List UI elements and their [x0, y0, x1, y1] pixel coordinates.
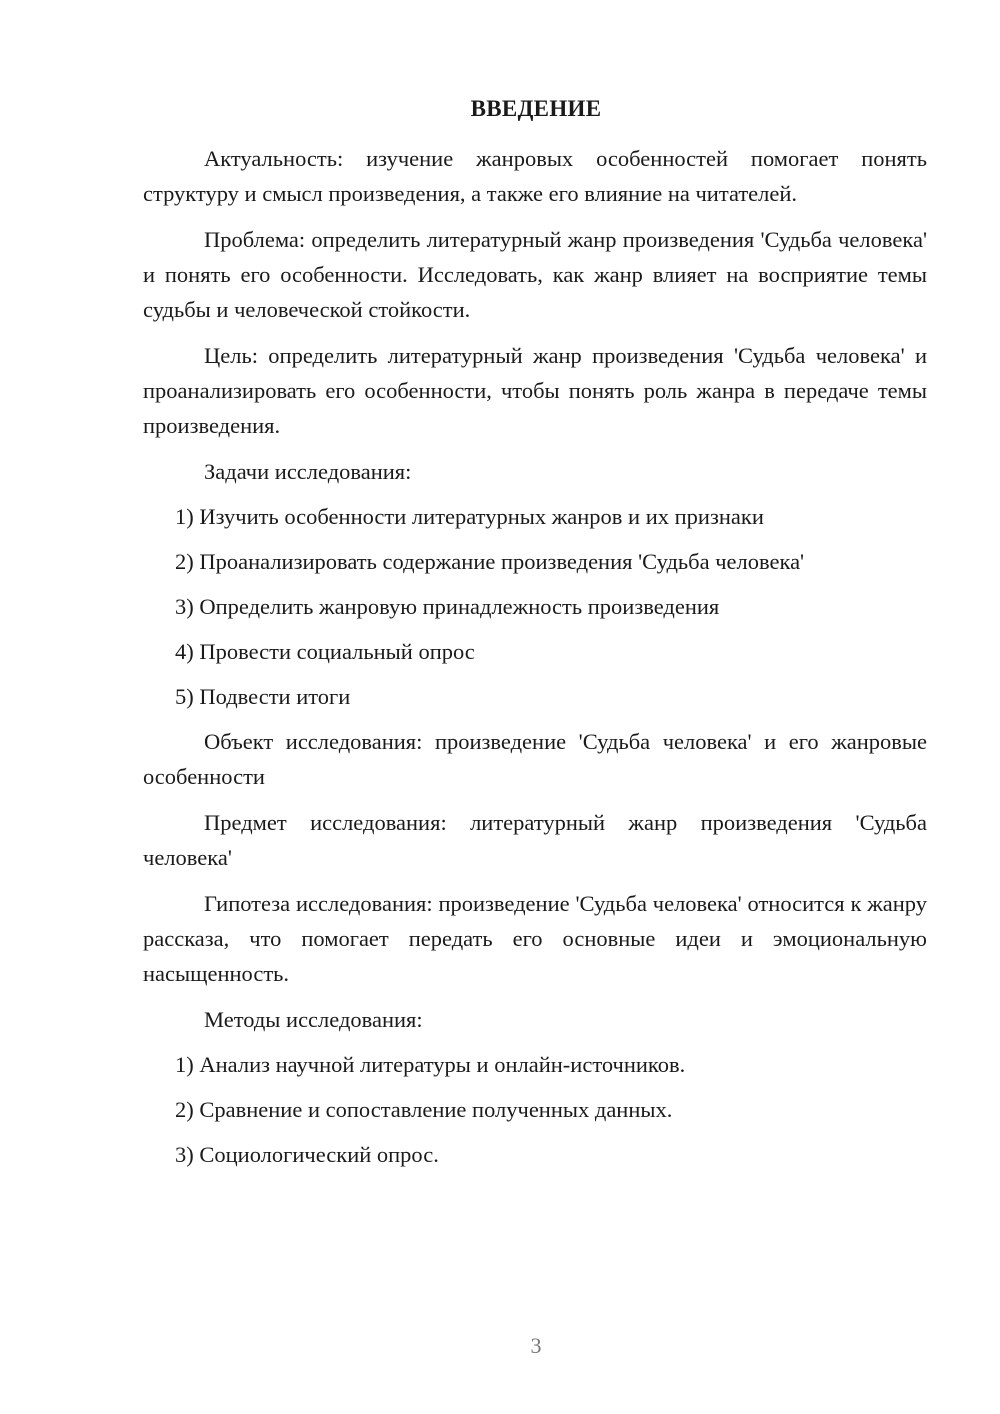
tasks-heading: Задачи исследования:: [204, 459, 412, 484]
section-title: ВВЕДЕНИЕ: [470, 96, 602, 121]
list-item: 1) Анализ научной литературы и онлайн-источников.: [175, 1052, 686, 1077]
page-number: 3: [530, 1333, 542, 1358]
list-item: 4) Провести социальный опрос: [175, 639, 475, 664]
list-item: 5) Подвести итоги: [175, 684, 351, 709]
body-text: [143, 141, 927, 1182]
subject-paragraph: Предмет исследования: литературный жанр произведения 'Судьба человека': [143, 810, 927, 870]
methods-heading: Методы исследования:: [204, 1007, 423, 1032]
relevance-paragraph: Актуальность: изучение жанровых особенностей помогает понять структуру и смысл произведения, а также его влияние на читателей.: [143, 146, 927, 206]
list-item: 3) Социологический опрос.: [175, 1142, 439, 1167]
list-item: 1) Изучить особенности литературных жанров и их признаки: [175, 504, 764, 529]
problem-paragraph: Проблема: определить литературный жанр произведения 'Судьба человека' и понять его особенности. Исследовать, как жанр влияет на восприятие темы судьбы и человеческой стойкости.: [143, 227, 927, 322]
list-item: 3) Определить жанровую принадлежность произведения: [175, 594, 720, 619]
list-item: 2) Сравнение и сопоставление полученных данных.: [175, 1097, 673, 1122]
object-paragraph: Объект исследования: произведение 'Судьба человека' и его жанровые особенности: [143, 729, 927, 789]
goal-paragraph: Цель: определить литературный жанр произведения 'Судьба человека' и проанализировать его особенности, чтобы понять роль жанра в передаче темы произведения.: [143, 343, 927, 438]
list-item: 2) Проанализировать содержание произведения 'Судьба человека': [175, 549, 805, 574]
hypothesis-paragraph: Гипотеза исследования: произведение 'Судьба человека' относится к жанру рассказа, что помогает передать его основные идеи и эмоциональную насыщенность.: [143, 891, 927, 986]
